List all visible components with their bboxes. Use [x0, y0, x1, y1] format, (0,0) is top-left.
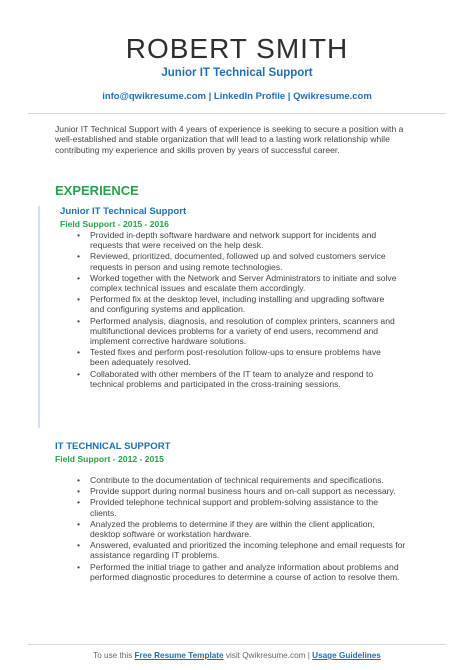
email-link[interactable]: info@qwikresume.com [102, 91, 206, 102]
footer-prefix: To use this [93, 651, 135, 660]
usage-guidelines-link[interactable]: Usage Guidelines [312, 651, 381, 660]
list-item: • Provided telephone technical support and problem-solving assistance to the clients. [77, 497, 407, 517]
job-meta: Field Support - 2012 - 2015 [55, 454, 164, 464]
website-link[interactable]: Qwikresume.com [293, 91, 372, 102]
list-item: • Performed analysis, diagnosis, and resolution of complex printers, scanners and multifunctional devices problems for a variety of end users, recommend and implement corrective hardware solutions. [77, 316, 397, 347]
header-divider [28, 113, 446, 114]
list-item: • Performed fix at the desktop level, including installing and upgrading software and configuring systems and application. [77, 294, 397, 314]
list-item: • Answered, evaluated and prioritized the incoming telephone and email requests for assistance regarding IT problems. [77, 540, 407, 560]
footer [0, 651, 474, 660]
list-item: • Collaborated with other members of the IT team to analyze and respond to technical problems and participated in the cross-training sessions. [77, 369, 397, 389]
job-bullets [77, 230, 397, 390]
list-item: • Tested fixes and perform post-resolution follow-ups to ensure problems have been adequately resolved. [77, 347, 397, 367]
job-meta: Field Support - 2015 - 2016 [60, 219, 169, 229]
list-item: • Analyzed the problems to determine if they are within the client application, desktop software or workstation hardware. [77, 519, 407, 539]
footer-divider [28, 644, 446, 645]
contact-separator: | [205, 91, 214, 102]
contact-line [0, 91, 474, 102]
list-item: • Reviewed, prioritized, documented, followed up and solved customers service requests in person and using remote technologies. [77, 251, 397, 271]
contact-separator: | [285, 91, 294, 102]
candidate-role: Junior IT Technical Support [161, 67, 313, 79]
job-title: IT TECHNICAL SUPPORT [55, 441, 171, 452]
job-accent-bar [38, 206, 40, 428]
list-item: • Contribute to the documentation of technical requirements and specifications. [77, 475, 407, 485]
list-item: • Worked together with the Network and Server Administrators to initiate and solve complex technical issues and escalate them accordingly. [77, 273, 397, 293]
candidate-name: ROBERT SMITH [125, 33, 349, 64]
footer-middle: visit Qwikresume.com | [223, 651, 313, 660]
list-item: • Performed the initial triage to gather and analyze information about problems and performed diagnostic procedures to determine a course of action to resolve them. [77, 562, 407, 582]
free-resume-template-link[interactable]: Free Resume Template [134, 651, 224, 660]
list-item: • Provide support during normal business hours and on-call support as necessary. [77, 486, 407, 496]
job-title: Junior IT Technical Support [60, 206, 187, 217]
summary-paragraph: Junior IT Technical Support with 4 years of experience is seeking to secure a position with a well-established and stable organization that will lead to a lasting work relationship while contributing my experience and skills proven by years of successful career. [55, 124, 404, 155]
linkedin-link[interactable]: LinkedIn Profile [213, 91, 286, 102]
list-item: • Provided in-depth software hardware and network support for incidents and requests that were received on the help desk. [77, 230, 397, 250]
job-bullets [77, 475, 407, 583]
section-heading-experience: EXPERIENCE [55, 183, 139, 198]
